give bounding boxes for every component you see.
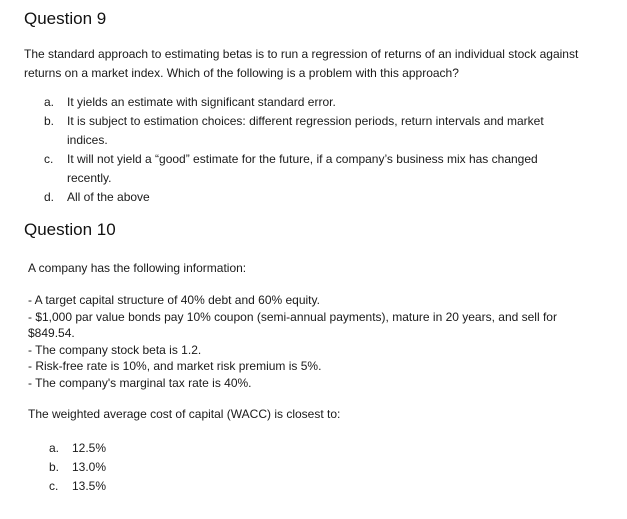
option-d[interactable]	[44, 188, 604, 207]
option-b[interactable]	[49, 458, 106, 477]
question-9-options	[44, 93, 604, 207]
option-c[interactable]	[44, 150, 604, 188]
company-info-list	[28, 292, 557, 391]
option-line: 13.5%	[72, 479, 107, 493]
info-line-text: - The company stock beta is 1.2.	[28, 342, 202, 357]
option-text	[72, 439, 106, 458]
info-line-text: - A target capital structure of 40% debt and 60% equity.	[28, 293, 320, 307]
option-text	[67, 112, 604, 150]
info-line-text: $849.54.	[28, 326, 75, 340]
info-line	[28, 358, 557, 375]
info-line	[28, 292, 557, 309]
info-line	[28, 309, 557, 342]
info-line-text: - The company's marginal tax rate is 40%.	[28, 375, 252, 390]
option-text	[67, 188, 604, 207]
option-text	[72, 477, 106, 496]
prompt-line: The standard approach to estimating betas is to run a regression of returns of an individual stock against	[24, 47, 579, 61]
info-line-text: - Risk-free rate is 10%, and market risk premium is 5%.	[28, 359, 322, 373]
option-text	[72, 458, 106, 477]
info-line	[28, 342, 557, 359]
prompt-line: returns on a market index. Which of the following is a problem with this approach?	[24, 66, 459, 80]
option-letter: b.	[44, 114, 55, 128]
option-a[interactable]	[44, 93, 604, 112]
question-9-prompt	[24, 45, 614, 83]
question-10-prompt: The weighted average cost of capital (WACC) is closest to:	[28, 407, 341, 421]
option-letter: c.	[49, 479, 59, 493]
option-letter: b.	[49, 460, 60, 474]
option-line: 12.5%	[72, 441, 107, 455]
option-line: indices.	[67, 133, 108, 147]
info-line-text: - $1,000 par value bonds pay 10% coupon (semi-annual payments), mature in 20 years, and sell for	[28, 309, 557, 324]
question-10-intro: A company has the following information:	[28, 261, 247, 275]
option-line: It is subject to estimation choices: different regression periods, return intervals and market	[67, 114, 544, 128]
option-text	[67, 93, 604, 112]
option-c[interactable]	[49, 477, 106, 496]
option-a[interactable]	[49, 439, 106, 458]
option-text	[67, 150, 604, 188]
option-line: It will not yield a “good” estimate for the future, if a company’s business mix has changed	[67, 152, 538, 166]
option-line: It yields an estimate with significant standard error.	[67, 95, 336, 109]
option-line: recently.	[67, 171, 112, 185]
option-letter: a.	[49, 441, 60, 455]
option-letter: d.	[44, 190, 55, 204]
option-letter: a.	[44, 95, 55, 109]
info-line	[28, 375, 557, 392]
question-10-options	[49, 439, 106, 496]
option-line: 13.0%	[72, 460, 107, 474]
option-line: All of the above	[67, 190, 150, 204]
option-letter: c.	[44, 152, 54, 166]
question-10-heading: Question 10	[24, 220, 116, 239]
option-b[interactable]	[44, 112, 604, 150]
question-9-heading: Question 9	[24, 9, 107, 28]
